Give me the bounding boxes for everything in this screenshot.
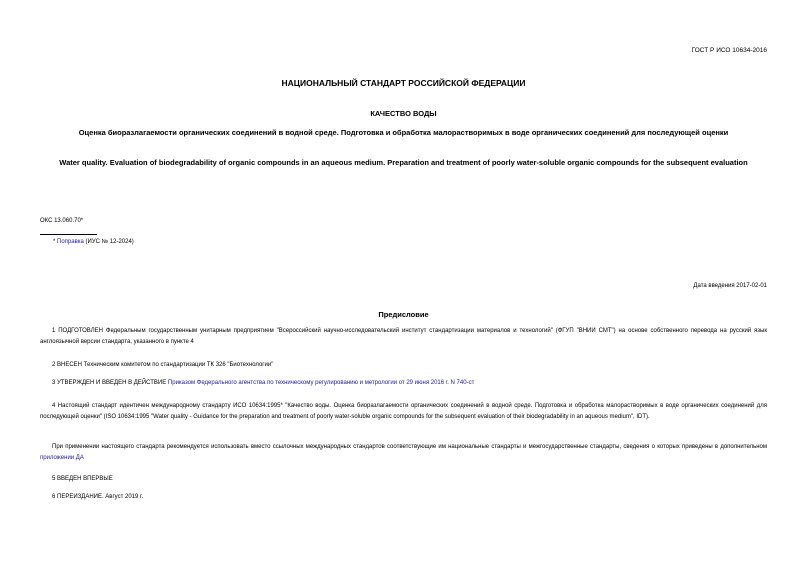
foreword-item-5: 5 ВВЕДЕН ВПЕРВЫЕ [52,476,113,482]
foreword-item-1: 1 ПОДГОТОВЛЕН Федеральным государственным унитарным предприятием "Всероссийский научно-исследовательский институт стандартизации материалов и технологий" (ФГУП "ВНИИ СМТ") на основе собственного перевода на русский язык англоязычной версии стандарта, указанного в пункте 4 [40,328,767,345]
title-english: Water quality. Evaluation of biodegradability of organic compounds in an aqueous medium. Preparation and treatment of poorly water-soluble organic compounds for the subsequent evaluation [59,158,748,167]
document-code: ГОСТ Р ИСО 10634-2016 [691,47,767,54]
introduction-date: Дата введения 2017-02-01 [693,283,767,289]
foreword-item-3-text: 3 УТВЕРЖДЕН И ВВЕДЕН В ДЕЙСТВИЕ [52,380,167,386]
oks-code: ОКС 13.060.70* [40,218,84,224]
footnote-divider [40,234,97,235]
order-link[interactable]: Приказом Федерального агентства по техническому регулированию и метрологии от 29 июня 2016 г. N 740-ст [167,380,475,386]
foreword-item-6: 6 ПЕРЕИЗДАНИЕ. Август 2019 г. [52,494,144,500]
footnote-text: (ИУС № 12-2024) [85,239,134,245]
foreword-item-3 [40,378,767,389]
standard-subject: КАЧЕСТВО ВОДЫ [370,109,437,118]
standard-title: НАЦИОНАЛЬНЫЙ СТАНДАРТ РОССИЙСКОЙ ФЕДЕРАЦИИ [281,78,526,88]
appendix-link[interactable]: приложении ДА [40,455,84,461]
title-russian: Оценка биоразлагаемости органических соединений в водной среде. Подготовка и обработка малорастворимых в воде органических соединений для последующей оценки [78,128,729,137]
foreword-item-4: 4 Настоящий стандарт идентичен международному стандарту ИСО 10634:1995* "Качество воды. Оценка биоразлагаемости органических соединений в водной среде. Подготовка и обработка малорастворимых в воде органических соединений для последующей оценки" (ISO 10634:1995 "Water quality - Guidance for the preparation and treatment of poorly water-soluble organic compounds for the subsequent evaluation of their biodegradability in an aqueous medium", IDT). [40,403,767,420]
foreword-item-2: 2 ВНЕСЕН Техническим комитетом по стандартизации ТК 326 "Биотехнологии" [52,362,274,368]
amendment-link[interactable]: Поправка [57,239,84,245]
foreword-heading: Предисловие [378,310,429,319]
foreword-note [40,442,767,464]
footnote [53,239,134,245]
footnote-star: * [53,239,56,245]
foreword-note-text: При применении настоящего стандарта рекомендуется использовать вместо ссылочных международных стандартов соответствующие им национальные стандарты и межгосударственные стандарты, сведения о которых приведены в дополнительном [52,444,767,450]
